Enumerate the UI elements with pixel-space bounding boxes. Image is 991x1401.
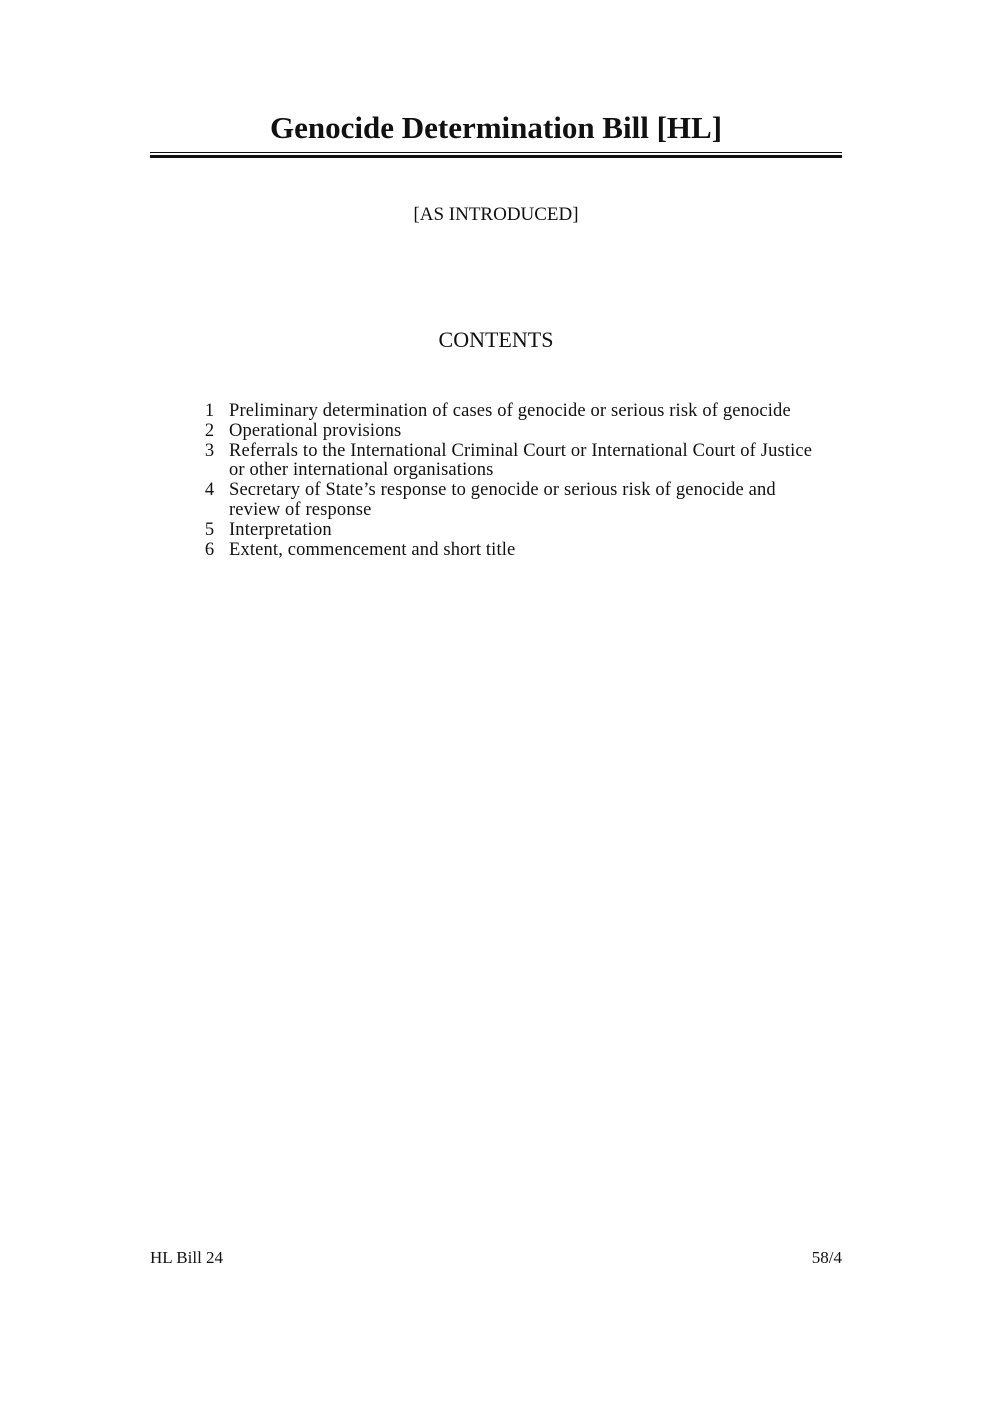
toc-text: Interpretation [229,519,332,540]
toc-item [190,481,812,521]
toc-item [190,442,812,482]
toc-number: 1 [204,401,215,421]
toc-number: 3 [204,440,215,461]
toc-text: Extent, commencement and short title [229,539,516,560]
toc-item [190,422,812,442]
toc-number: 4 [204,480,215,501]
toc-text-continued: or other international organisations [229,460,494,481]
toc-item [190,521,812,541]
toc-number: 5 [204,519,215,540]
contents-heading: CONTENTS [438,327,554,352]
toc-text: Preliminary determination of cases of genocide or serious risk of genocide [229,401,791,421]
toc-text: Operational provisions [229,420,402,441]
toc-text-continued: review of response [229,499,372,520]
title-rule-thick [150,155,842,158]
title-rule-thin [150,152,842,153]
toc-number: 6 [204,539,215,560]
bill-status: [AS INTRODUCED] [413,204,579,225]
bill-number: HL Bill 24 [150,1248,224,1267]
bill-title: Genocide Determination Bill [HL] [269,110,723,145]
toc-item [190,402,812,422]
toc-text: Secretary of State’s response to genocide or serious risk of genocide and [229,480,776,501]
print-reference: 58/4 [811,1248,842,1267]
toc-text: Referrals to the International Criminal Court or International Court of Justice [229,440,813,461]
toc-number: 2 [204,420,215,441]
toc-item [190,541,812,561]
table-of-contents [190,402,812,560]
